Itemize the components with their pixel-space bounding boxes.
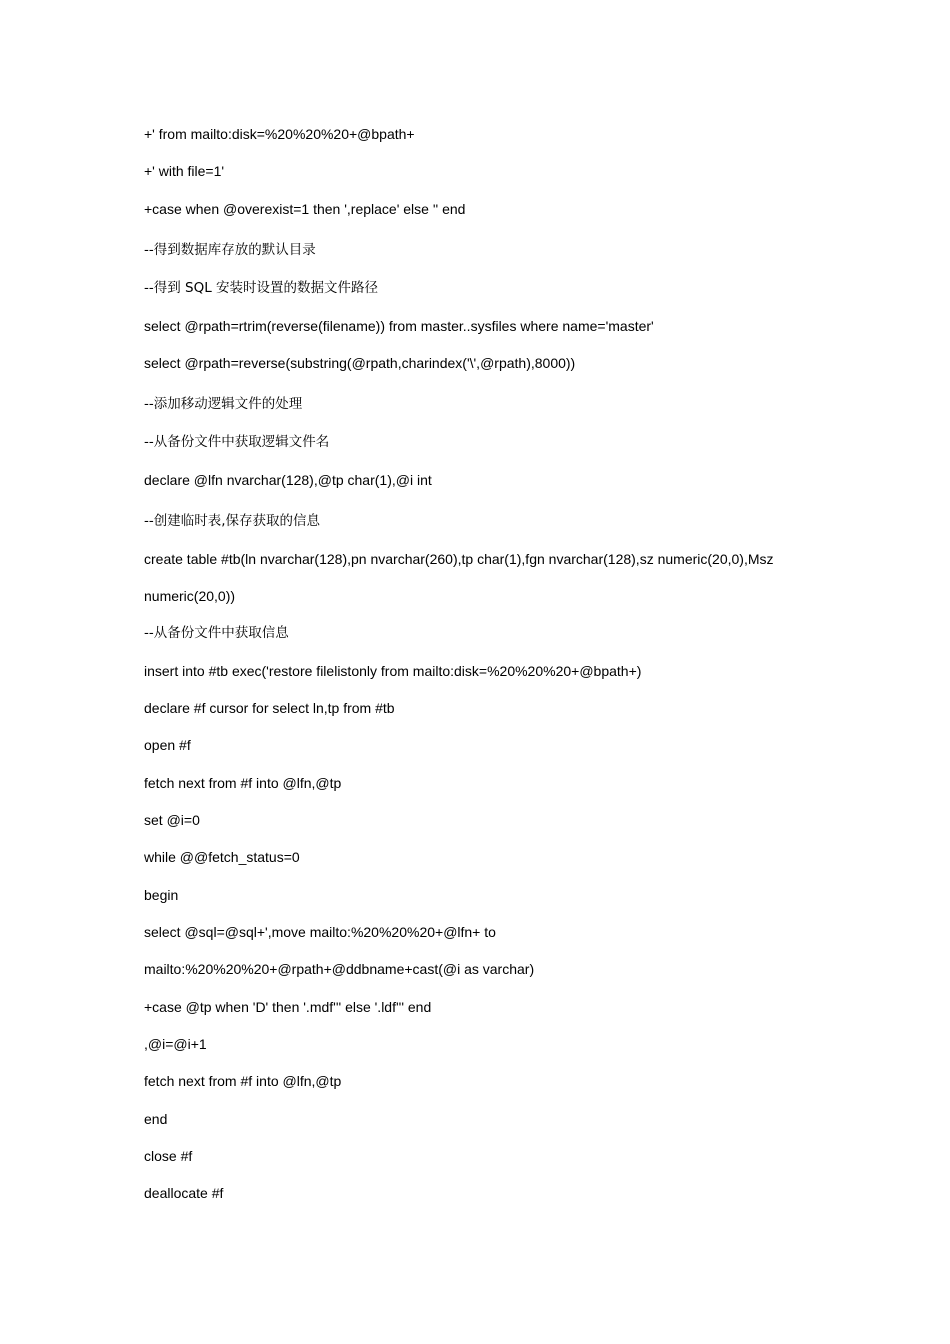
code-line-29: deallocate #f <box>144 1185 224 1201</box>
comment-line-move-logical-files: --添加移动逻辑文件的处理 <box>144 396 303 412</box>
code-line-21: begin <box>144 887 179 903</box>
code-line-26: fetch next from #f into @lfn,@tp <box>144 1073 342 1089</box>
code-line-10: declare @lfn nvarchar(128),@tp char(1),@i int <box>144 472 432 488</box>
code-line-25: ,@i=@i+1 <box>144 1036 207 1052</box>
code-line-23: mailto:%20%20%20+@rpath+@ddbname+cast(@i as varchar) <box>144 961 535 977</box>
code-line-17: open #f <box>144 737 191 753</box>
code-line-6: select @rpath=rtrim(reverse(filename)) from master..sysfiles where name='master' <box>144 318 654 334</box>
comment-line-get-logical-names: --从备份文件中获取逻辑文件名 <box>144 434 330 450</box>
code-line-13: numeric(20,0)) <box>144 588 236 604</box>
comment-line-create-temp-table: --创建临时表,保存获取的信息 <box>144 513 321 529</box>
code-line-24: +case @tp when 'D' then '.mdf''' else '.ldf''' end <box>144 999 432 1015</box>
code-line-18: fetch next from #f into @lfn,@tp <box>144 775 342 791</box>
code-line-20: while @@fetch_status=0 <box>144 849 300 865</box>
code-line-27: end <box>144 1111 168 1127</box>
code-line-3: +case when @overexist=1 then ',replace' else '' end <box>144 201 466 217</box>
comment-line-get-info: --从备份文件中获取信息 <box>144 625 289 641</box>
code-line-15: insert into #tb exec('restore filelistonly from mailto:disk=%20%20%20+@bpath+) <box>144 663 642 679</box>
comment-line-default-directory: --得到数据库存放的默认目录 <box>144 242 316 258</box>
code-line-1: +' from mailto:disk=%20%20%20+@bpath+ <box>144 126 415 142</box>
comment-line-sql-install-path: --得到 SQL 安装时设置的数据文件路径 <box>144 280 379 296</box>
code-line-2: +' with file=1' <box>144 163 225 179</box>
code-line-7: select @rpath=reverse(substring(@rpath,charindex('\',@rpath),8000)) <box>144 355 576 371</box>
code-line-16: declare #f cursor for select ln,tp from #tb <box>144 700 395 716</box>
code-line-12: create table #tb(ln nvarchar(128),pn nvarchar(260),tp char(1),fgn nvarchar(128),sz numeric(20,0),Msz <box>144 551 774 567</box>
code-line-28: close #f <box>144 1148 193 1164</box>
code-line-19: set @i=0 <box>144 812 200 828</box>
code-line-22: select @sql=@sql+',move mailto:%20%20%20+@lfn+ to <box>144 924 496 940</box>
